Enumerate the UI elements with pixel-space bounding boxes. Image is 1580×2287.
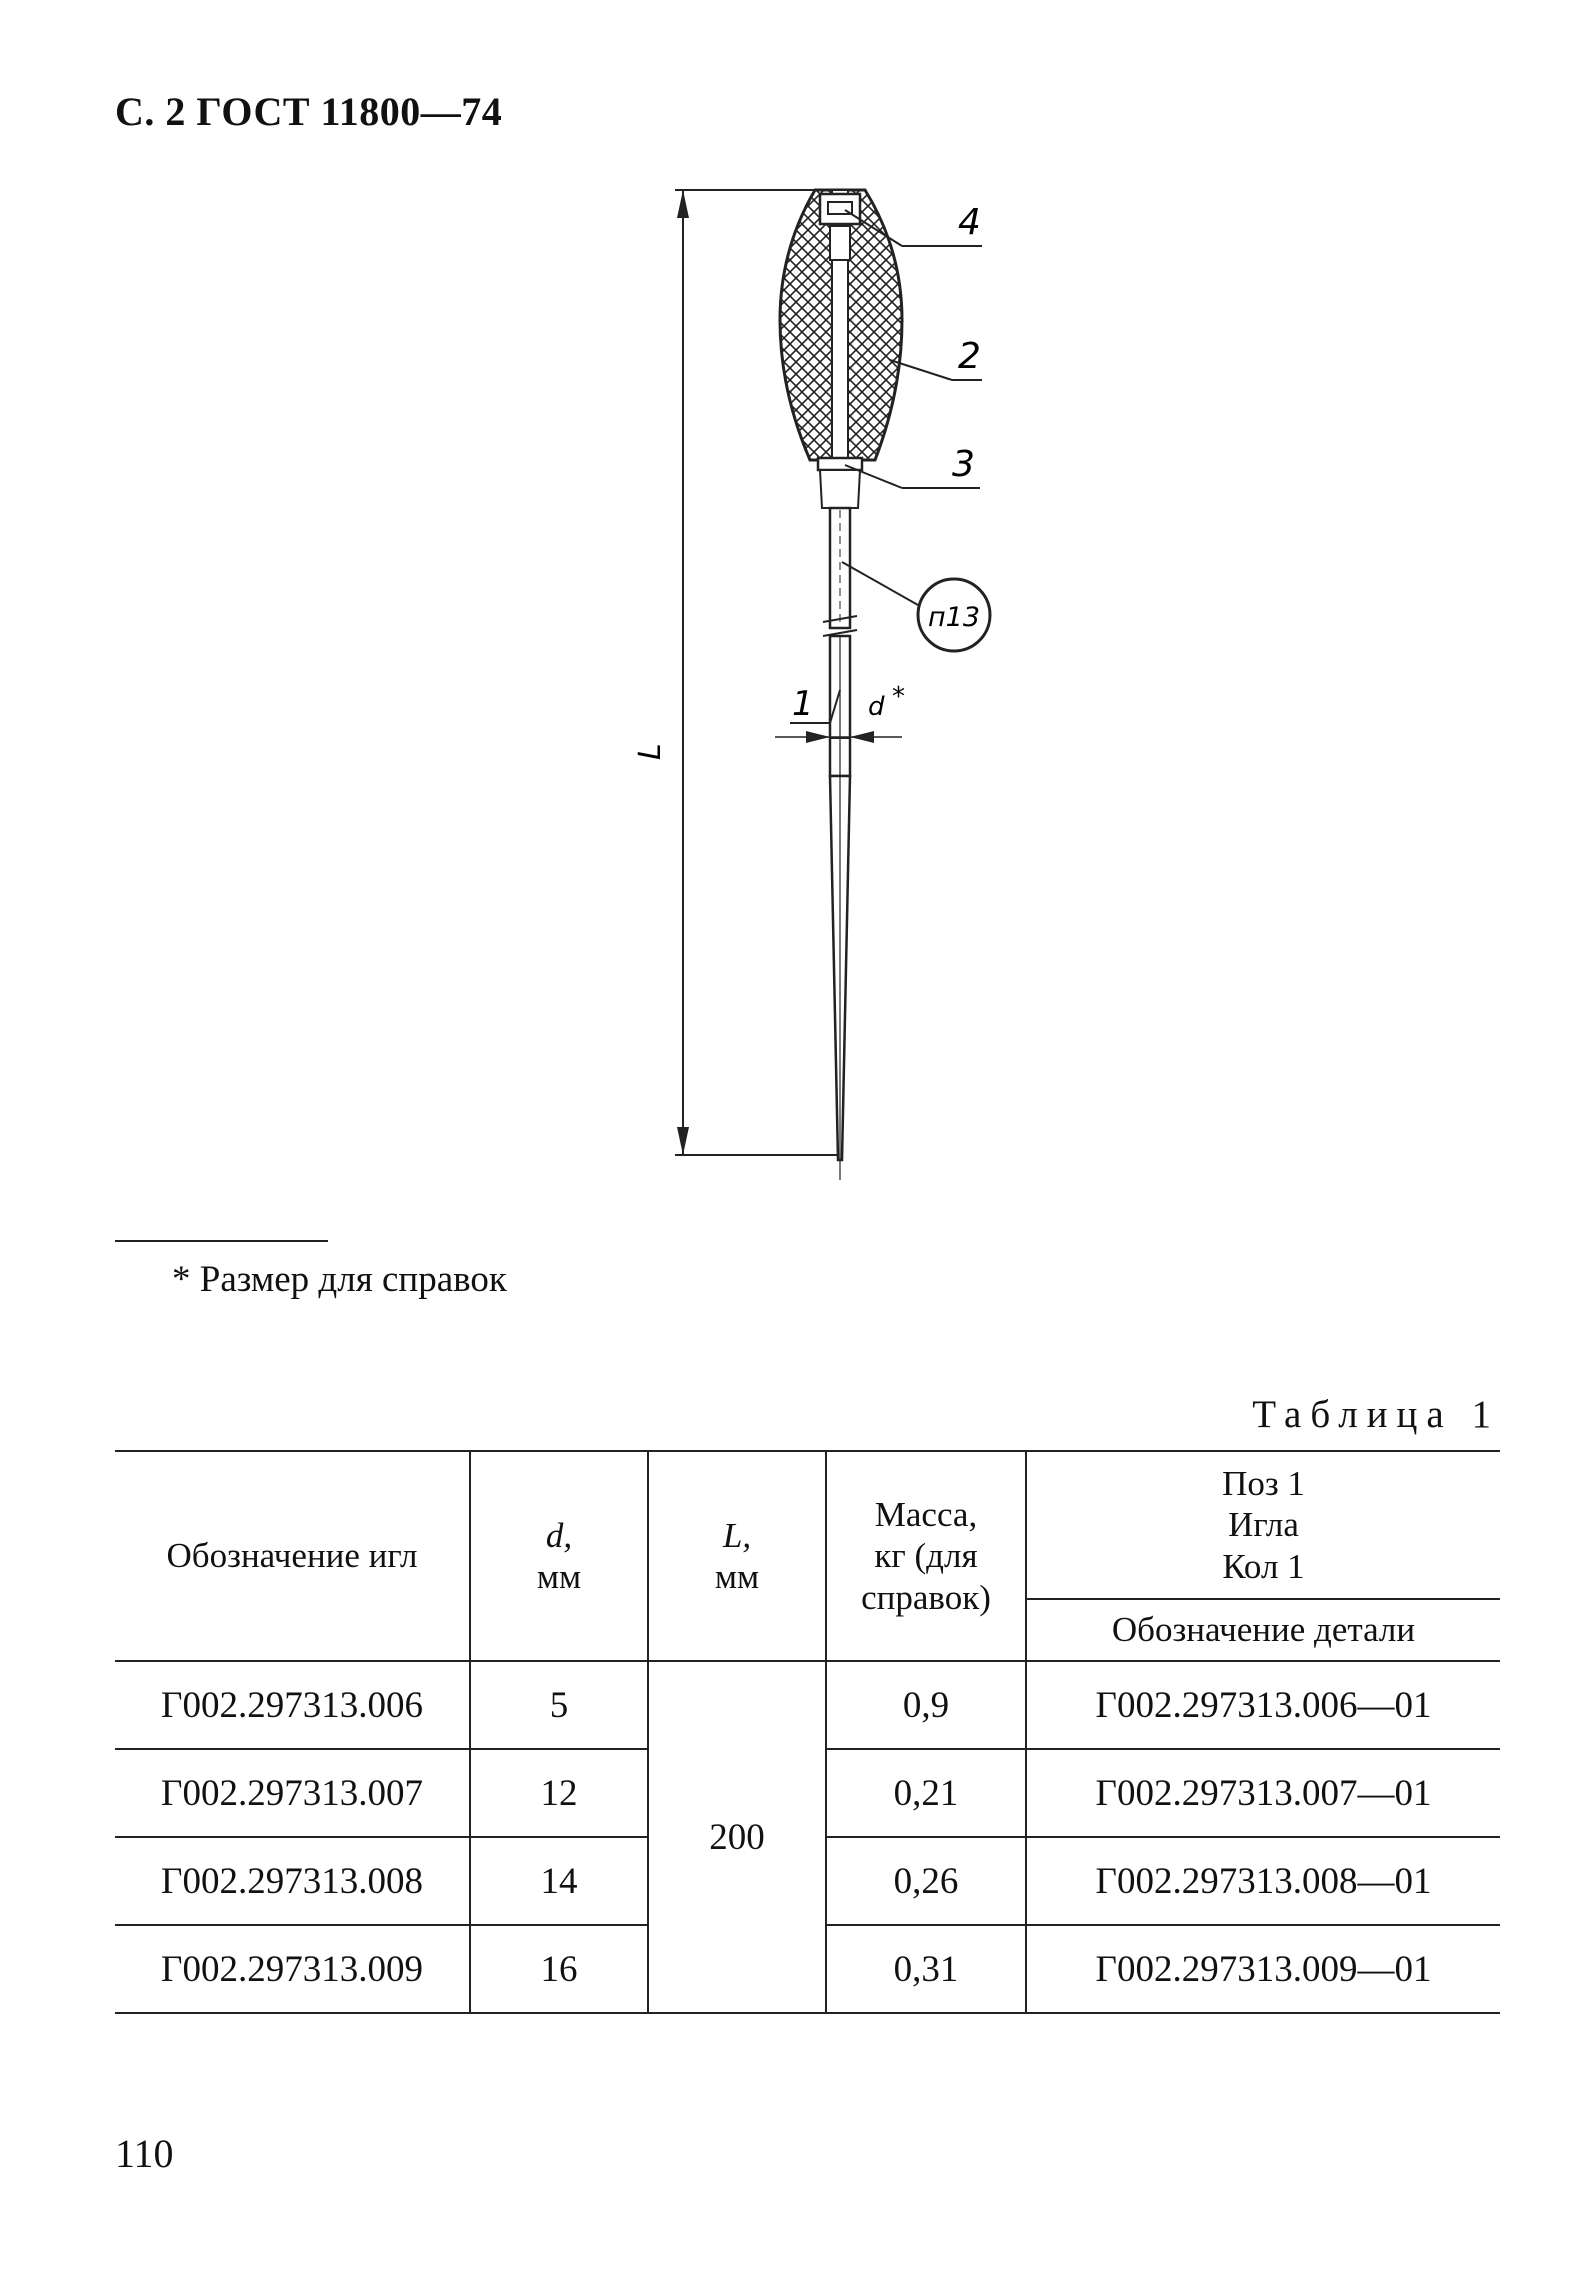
col-L bbox=[648, 1451, 826, 1661]
callout-4-label: 4 bbox=[958, 202, 981, 243]
col-designation bbox=[115, 1451, 470, 1661]
cell-designation: Г002.297313.006 bbox=[115, 1661, 470, 1749]
cell-part: Г002.297313.006—01 bbox=[1026, 1661, 1500, 1749]
col-mass-line3: справок) bbox=[861, 1577, 991, 1617]
col-d-symbol: d, bbox=[545, 1515, 573, 1555]
needle-drawing bbox=[633, 170, 1060, 1200]
col-L-unit: мм bbox=[714, 1557, 760, 1596]
dim-d-label: d bbox=[868, 692, 885, 722]
cell-d: 5 bbox=[470, 1661, 648, 1749]
callout-1-label: 1 bbox=[792, 684, 814, 724]
cell-mass: 0,26 bbox=[826, 1837, 1026, 1925]
footnote-rule bbox=[115, 1240, 328, 1242]
table-title: Таблица 1 bbox=[1252, 1393, 1500, 1436]
callout-3-label: 3 bbox=[952, 444, 975, 485]
col-mass-line2: кг (для bbox=[874, 1536, 978, 1576]
col-mass bbox=[826, 1451, 1026, 1661]
ferrule bbox=[818, 458, 862, 508]
cell-d: 14 bbox=[470, 1837, 648, 1925]
col-mass-line1: Масса, bbox=[874, 1495, 978, 1535]
cell-L: 200 bbox=[648, 1661, 826, 2013]
cell-part: Г002.297313.008—01 bbox=[1026, 1837, 1500, 1925]
page-number: 110 bbox=[115, 2131, 174, 2176]
cell-designation: Г002.297313.008 bbox=[115, 1837, 470, 1925]
col-d-unit: мм bbox=[536, 1557, 582, 1596]
cell-designation: Г002.297313.009 bbox=[115, 1925, 470, 2013]
col-d bbox=[470, 1451, 648, 1661]
col-designation-label: Обозначение игл bbox=[166, 1536, 418, 1576]
cell-part: Г002.297313.009—01 bbox=[1026, 1925, 1500, 2013]
needle-shaft bbox=[823, 508, 857, 1180]
hardness-label: п13 bbox=[927, 602, 981, 633]
cell-designation: Г002.297313.007 bbox=[115, 1749, 470, 1837]
dim-L-label: L bbox=[633, 743, 668, 760]
cell-mass: 0,9 bbox=[826, 1661, 1026, 1749]
callout-2 bbox=[890, 336, 982, 380]
callout-2-label: 2 bbox=[958, 336, 981, 377]
col-part bbox=[1026, 1599, 1500, 1661]
col-pos-line3: Кол 1 bbox=[1222, 1546, 1305, 1586]
cell-mass: 0,31 bbox=[826, 1925, 1026, 2013]
dim-d-star: * bbox=[892, 682, 905, 712]
table-row bbox=[115, 1661, 1500, 1749]
cell-part: Г002.297313.007—01 bbox=[1026, 1749, 1500, 1837]
cell-d: 16 bbox=[470, 1925, 648, 2013]
handle bbox=[780, 190, 902, 460]
col-part-label: Обозначение детали bbox=[1111, 1610, 1416, 1650]
col-pos-line1: Поз 1 bbox=[1222, 1464, 1305, 1504]
cell-mass: 0,21 bbox=[826, 1749, 1026, 1837]
footnote: * Размер для справок bbox=[172, 1259, 507, 1300]
hardness-mark bbox=[842, 562, 990, 651]
col-pos bbox=[1026, 1451, 1500, 1599]
col-pos-line2: Игла bbox=[1228, 1505, 1299, 1545]
cell-d: 12 bbox=[470, 1749, 648, 1837]
needle-table bbox=[115, 1450, 1500, 2014]
col-L-symbol: L, bbox=[722, 1515, 752, 1555]
page-header: С. 2 ГОСТ 11800—74 bbox=[115, 89, 503, 134]
